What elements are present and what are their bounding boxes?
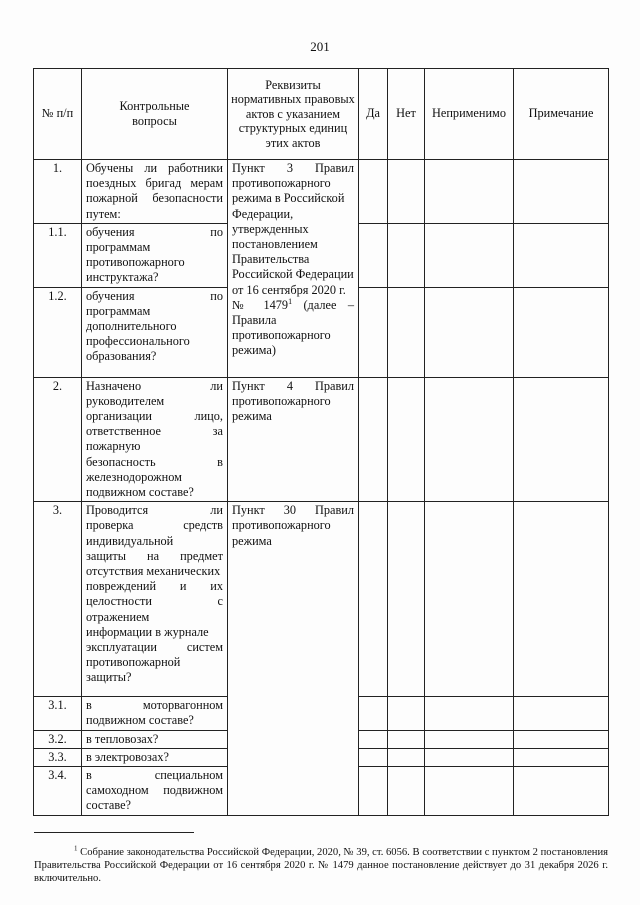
- footnote-ref: 1: [288, 296, 293, 306]
- act-number-tail: (далее –: [292, 297, 354, 312]
- reference-line: режима в Российской: [232, 191, 345, 206]
- row-number: 3.2.: [34, 730, 82, 748]
- footnote-text: Собрание законодательства Российской Федерации, 2020, № 39, ст. 6056. В соответствии с пунктом 2 постановления Правительства Российской Федерации от 16 сентября 2020 г. № 1479 данное постановление действует до 31 декабря 2026 г. включительно.: [34, 847, 609, 884]
- question-line: целостности с: [86, 594, 223, 609]
- reference-line: [232, 298, 354, 313]
- question-line: поездных бригад мерам: [86, 176, 223, 191]
- na-cell[interactable]: [425, 767, 514, 816]
- page-number: 201: [310, 39, 330, 54]
- na-cell[interactable]: [425, 748, 514, 766]
- question-line: повреждений и их: [86, 579, 223, 594]
- reference-line: от 16 сентября 2020 г.: [232, 282, 346, 297]
- question-line: проверка средств: [86, 518, 223, 533]
- row-number: 1.: [34, 160, 82, 224]
- na-cell[interactable]: [425, 502, 514, 697]
- no-cell[interactable]: [388, 730, 425, 748]
- question-line: противопожарной защиты?: [86, 655, 181, 685]
- reference-line: Пункт 4 Правил: [232, 378, 354, 393]
- question-cell: [82, 223, 228, 287]
- checklist-table: [33, 68, 609, 816]
- question-line: самоходном подвижном составе?: [86, 783, 223, 813]
- question-line: пожарной безопасности: [86, 191, 223, 206]
- question-cell: [82, 767, 228, 816]
- note-cell[interactable]: [514, 697, 609, 730]
- question-line: путем:: [86, 206, 121, 221]
- reference-cell: [228, 160, 359, 378]
- question-line: в тепловозах?: [86, 731, 159, 746]
- yes-cell[interactable]: [359, 377, 388, 502]
- row-number: 1.1.: [34, 223, 82, 287]
- no-cell[interactable]: [388, 160, 425, 224]
- na-cell[interactable]: [425, 730, 514, 748]
- header-row: [34, 69, 609, 160]
- na-cell[interactable]: [425, 697, 514, 730]
- question-cell: [82, 730, 228, 748]
- yes-cell[interactable]: [359, 730, 388, 748]
- question-line: Обучены ли работники: [86, 161, 223, 175]
- header-yes: Да: [359, 69, 388, 160]
- yes-cell[interactable]: [359, 287, 388, 377]
- yes-cell[interactable]: [359, 748, 388, 766]
- reference-line: Пункт 30 Правил: [232, 503, 354, 518]
- reference-cell: [228, 502, 359, 815]
- yes-cell[interactable]: [359, 697, 388, 730]
- question-cell: [82, 502, 228, 697]
- footnote: [34, 846, 608, 885]
- row-number: 3.4.: [34, 767, 82, 816]
- question-cell: [82, 697, 228, 730]
- na-cell[interactable]: [425, 287, 514, 377]
- row-number: 2.: [34, 377, 82, 502]
- row-number: 3.: [34, 502, 82, 697]
- note-cell[interactable]: [514, 223, 609, 287]
- question-line: эксплуатации систем: [86, 640, 223, 655]
- reference-line: Пункт 3 Правил: [232, 161, 354, 175]
- no-cell[interactable]: [388, 697, 425, 730]
- question-line: безопасность в: [86, 454, 223, 469]
- yes-cell[interactable]: [359, 160, 388, 224]
- question-line: противопожарного инструктажа?: [86, 255, 185, 285]
- header-requisites: Реквизиты нормативных правовых актов с указанием структурных единиц этих актов: [228, 69, 359, 160]
- header-note: Примечание: [514, 69, 609, 160]
- question-line: руководителем: [86, 393, 165, 408]
- question-cell: [82, 377, 228, 502]
- no-cell[interactable]: [388, 287, 425, 377]
- footnote-marker: 1: [74, 844, 78, 853]
- question-line: индивидуальной: [86, 533, 174, 548]
- question-line: отсутствия механических: [86, 564, 221, 579]
- question-cell: [82, 287, 228, 377]
- na-cell[interactable]: [425, 223, 514, 287]
- question-cell: [82, 160, 228, 224]
- note-cell[interactable]: [514, 502, 609, 697]
- header-na: Неприменимо: [425, 69, 514, 160]
- footnote-separator: [34, 832, 194, 833]
- reference-line: противопожарного режима: [232, 393, 331, 424]
- header-question: Контрольные вопросы: [82, 69, 228, 160]
- question-line: обучения по: [86, 224, 223, 239]
- row-number: 1.2.: [34, 287, 82, 377]
- question-line: программам: [86, 303, 151, 318]
- question-line: в специальном: [86, 768, 223, 783]
- na-cell[interactable]: [425, 160, 514, 224]
- reference-line: противопожарного режима: [232, 518, 331, 548]
- no-cell[interactable]: [388, 502, 425, 697]
- yes-cell[interactable]: [359, 223, 388, 287]
- yes-cell[interactable]: [359, 502, 388, 697]
- question-line: информации в журнале: [86, 624, 209, 639]
- question-line: обучения по: [86, 288, 223, 303]
- question-line: подвижном составе?: [86, 713, 194, 728]
- yes-cell[interactable]: [359, 767, 388, 816]
- no-cell[interactable]: [388, 377, 425, 502]
- act-number: № 1479: [232, 297, 289, 312]
- question-line: ответственное за: [86, 424, 223, 439]
- no-cell[interactable]: [388, 223, 425, 287]
- note-cell[interactable]: [514, 160, 609, 224]
- row-number: 3.3.: [34, 748, 82, 766]
- question-line: дополнительного профессионального образования?: [86, 319, 190, 364]
- note-cell[interactable]: [514, 767, 609, 816]
- reference-line: Федерации, утвержденных постановлением Правительства Российской Федерации: [232, 206, 354, 282]
- reference-cell: [228, 377, 359, 502]
- table-row: [34, 160, 609, 224]
- question-line: организации лицо,: [86, 409, 223, 424]
- question-line: пожарную: [86, 439, 141, 454]
- table-row: [34, 377, 609, 502]
- question-line: Проводится ли: [86, 503, 223, 518]
- note-cell[interactable]: [514, 377, 609, 502]
- question-line: в моторвагонном: [86, 698, 223, 713]
- question-line: отражением: [86, 609, 150, 624]
- reference-line: противопожарного: [232, 176, 331, 191]
- no-cell[interactable]: [388, 748, 425, 766]
- question-line: программам: [86, 240, 151, 255]
- header-no: Нет: [388, 69, 425, 160]
- header-num: № п/п: [34, 69, 82, 160]
- question-line: Назначено ли: [86, 378, 223, 393]
- question-line: защиты на предмет: [86, 548, 223, 563]
- row-number: 3.1.: [34, 697, 82, 730]
- reference-line: Правила противопожарного режима): [232, 313, 331, 358]
- note-cell[interactable]: [514, 748, 609, 766]
- question-cell: [82, 748, 228, 766]
- na-cell[interactable]: [425, 377, 514, 502]
- no-cell[interactable]: [388, 767, 425, 816]
- note-cell[interactable]: [514, 730, 609, 748]
- table-row: [34, 502, 609, 697]
- question-line: железнодорожном подвижном составе?: [86, 469, 194, 500]
- question-line: в электровозах?: [86, 749, 169, 764]
- note-cell[interactable]: [514, 287, 609, 377]
